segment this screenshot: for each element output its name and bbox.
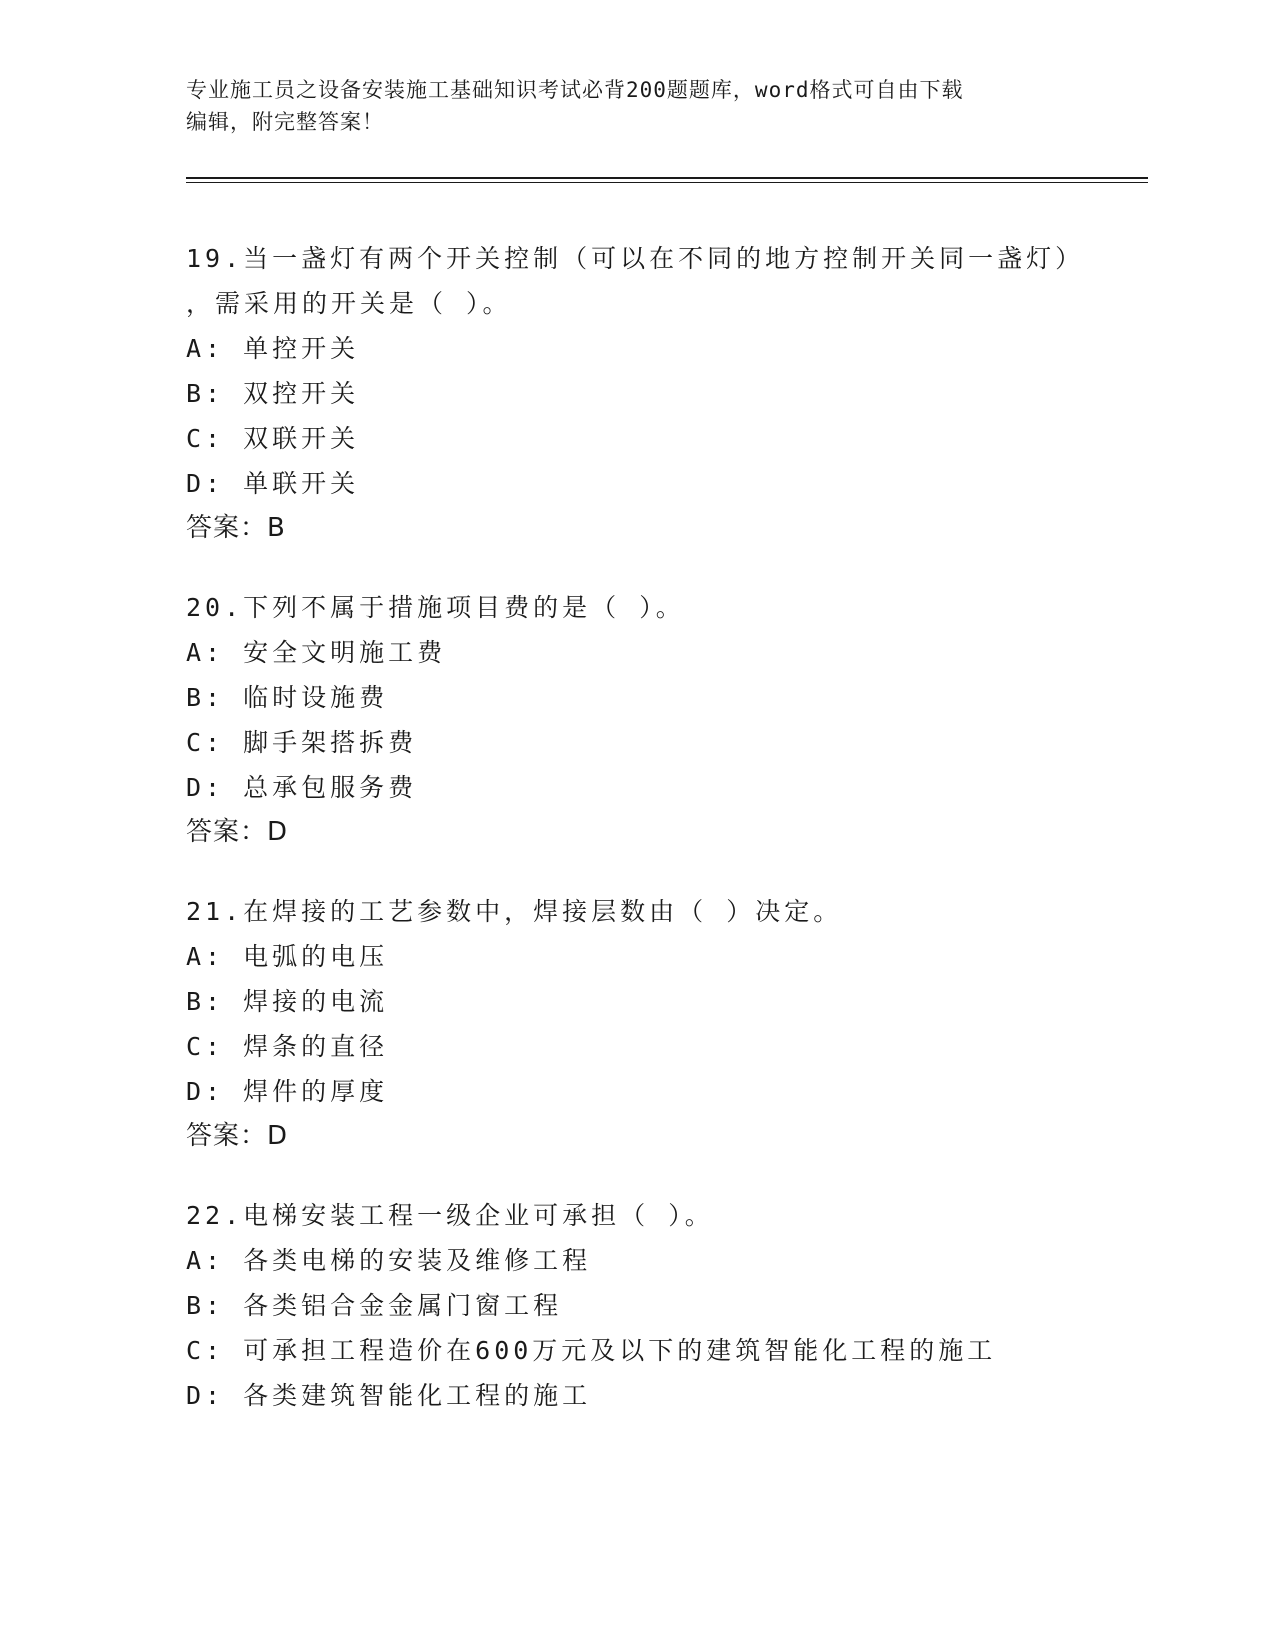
option-a: A: 各类电梯的安装及维修工程 [186, 1246, 592, 1275]
question-text: 21.在焊接的工艺参数中，焊接层数由（ ）决定。 [186, 897, 843, 926]
question-19 [186, 236, 1186, 551]
option-d: D: 总承包服务费 [186, 773, 418, 802]
option-c: C: 双联开关 [186, 424, 360, 453]
question-text: 19.当一盏灯有两个开关控制（可以在不同的地方控制开关同一盏灯） [186, 244, 1085, 273]
question-text: 20.下列不属于措施项目费的是（ ）。 [186, 593, 685, 622]
question-21 [186, 889, 1186, 1159]
answer-label: 答案：D [186, 817, 289, 847]
option-b: B: 焊接的电流 [186, 987, 389, 1016]
option-b: B: 各类铝合金金属门窗工程 [186, 1291, 563, 1320]
option-b: B: 临时设施费 [186, 683, 389, 712]
option-b: B: 双控开关 [186, 379, 360, 408]
question-20 [186, 585, 1186, 855]
answer-label: 答案：D [186, 1121, 289, 1151]
document-header [186, 74, 1066, 138]
question-22 [186, 1193, 1186, 1418]
answer-label: 答案：B [186, 513, 286, 543]
question-list [186, 236, 1186, 1452]
header-divider [186, 177, 1148, 183]
option-c: C: 焊条的直径 [186, 1032, 389, 1061]
option-a: A: 单控开关 [186, 334, 360, 363]
option-d: D: 单联开关 [186, 469, 360, 498]
option-c: C: 脚手架搭拆费 [186, 728, 418, 757]
option-d: D: 各类建筑智能化工程的施工 [186, 1381, 592, 1410]
option-a: A: 安全文明施工费 [186, 638, 447, 667]
question-text: 22.电梯安装工程一级企业可承担（ ）。 [186, 1201, 714, 1230]
question-text-continued: ，需采用的开关是（ ）。 [186, 289, 512, 318]
option-a: A: 电弧的电压 [186, 942, 389, 971]
header-title-line-1: 专业施工员之设备安装施工基础知识考试必背200题题库，word格式可自由下载 [186, 78, 964, 102]
header-title-line-2: 编辑，附完整答案！ [186, 110, 384, 134]
option-d: D: 焊件的厚度 [186, 1077, 389, 1106]
option-c: C: 可承担工程造价在600万元及以下的建筑智能化工程的施工 [186, 1336, 997, 1365]
